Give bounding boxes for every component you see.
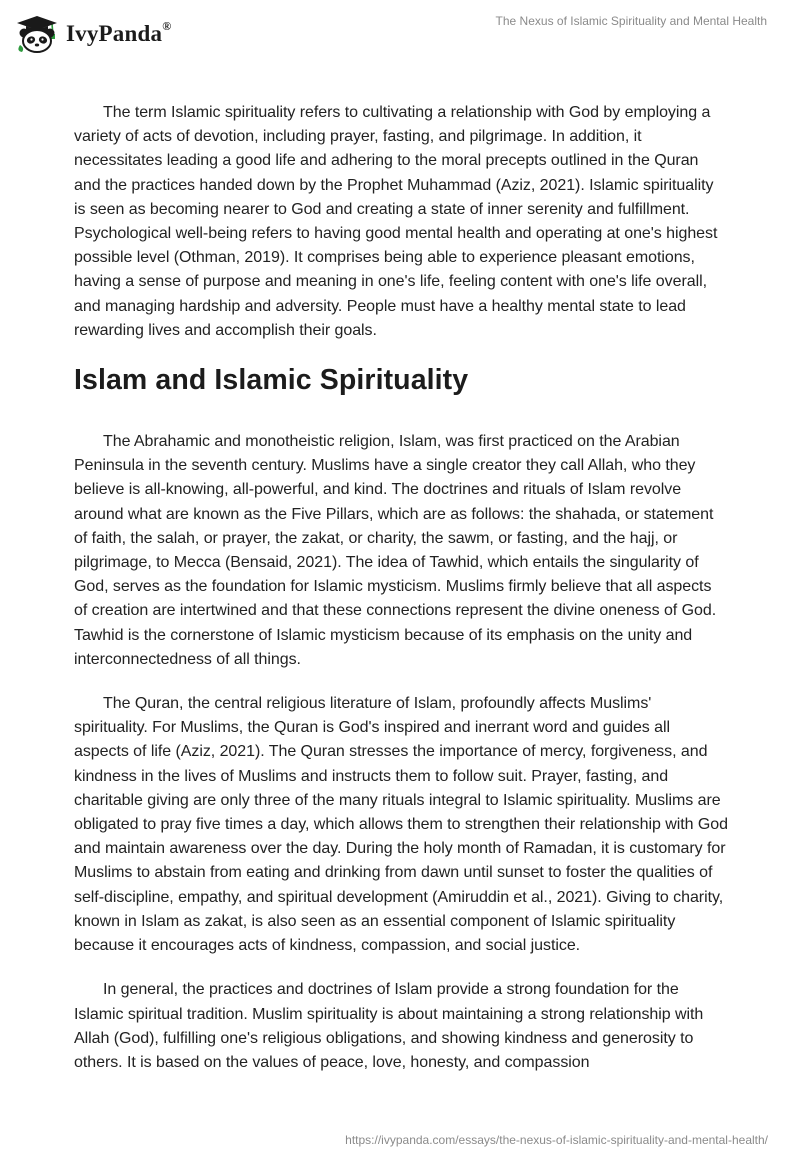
source-url[interactable]: https://ivypanda.com/essays/the-nexus-of-islamic-spirituality-and-mental-health/ xyxy=(345,1133,768,1147)
brand-name: IvyPanda® xyxy=(66,19,172,46)
body-paragraph: In general, the practices and doctrines of Islam provide a strong foundation for the Islamic spiritual tradition. Muslim spirituality is about maintaining a strong relationship with Allah (God), fulfilling one's religious obligations, and showing kindness and generosity to others. It is based on the values of peace, love, honesty, and compassion xyxy=(74,981,704,1071)
intro-paragraph: The term Islamic spirituality refers to cultivating a relationship with God by employing a variety of acts of devotion, including prayer, fasting, and pilgrimage. In addition, it necessitates leading a good life and adhering to the moral precepts outlined in the Quran and the practices handed down by the Prophet Muhammad (Aziz, 2021). Islamic spirituality is seen as becoming nearer to God and creating a state of inner serenity and fulfillment. Psychological well-being refers to having good mental health and operating at one's highest possible level (Othman, 2019). It comprises being able to experience pleasant emotions, having a sense of purpose and meaning in one's life, feeling content with one's life overall, and managing hardship and adversity. People must have a healthy mental state to lead rewarding lives and accomplish their goals. xyxy=(74,104,718,339)
section-heading: Islam and Islamic Spirituality xyxy=(74,364,469,397)
essay-content xyxy=(74,101,728,1095)
panda-graduate-icon xyxy=(16,15,60,53)
body-paragraph: The Abrahamic and monotheistic religion, Islam, was first practiced on the Arabian Peninsula in the seventh century. Muslims have a single creator they call Allah, who they believe is all-knowing, all-powerful, and kind. The doctrines and rituals of Islam revolve around what are known as the Five Pillars, which are as follows: the shahada, or statement of faith, the salah, or prayer, the zakat, or charity, the sawm, or fasting, and the hajj, or pilgrimage, to Mecca (Bensaid, 2021). The idea of Tawhid, which entails the singularity of God, serves as the foundation for Islamic mysticism. Muslims firmly believe that all aspects of creation are intertwined and that these connections represent the divine oneness of God. Tawhid is the cornerstone of Islamic mysticism because of its emphasis on the unity and interconnectedness of all things. xyxy=(74,433,717,668)
document-title: The Nexus of Islamic Spirituality and Mental Health xyxy=(495,14,767,28)
body-paragraph: The Quran, the central religious literature of Islam, profoundly affects Muslims' spirituality. For Muslims, the Quran is God's inspired and inerrant word and guides all aspects of life (Aziz, 2021). The Quran stresses the importance of mercy, forgiveness, and kindness in the lives of Muslims and instructs them to follow suit. Prayer, fasting, and charitable giving are only three of the many rituals integral to Islamic spirituality. Muslims are obligated to pray five times a day, which allows them to strengthen their relationship with God and maintain awareness over the day. During the holy month of Ramadan, it is customary for Muslims to abstain from eating and drinking from dawn until sunset to foster the qualities of self-discipline, empathy, and spiritual development (Amiruddin et al., 2021). Giving to charity, known in Islam as zakat, is also seen as an essential component of Islamic spirituality because it encourages acts of kindness, compassion, and social justice. xyxy=(74,695,728,955)
page-header xyxy=(0,0,800,64)
ivypanda-logo[interactable] xyxy=(16,12,216,56)
trademark-symbol: ® xyxy=(162,19,172,33)
